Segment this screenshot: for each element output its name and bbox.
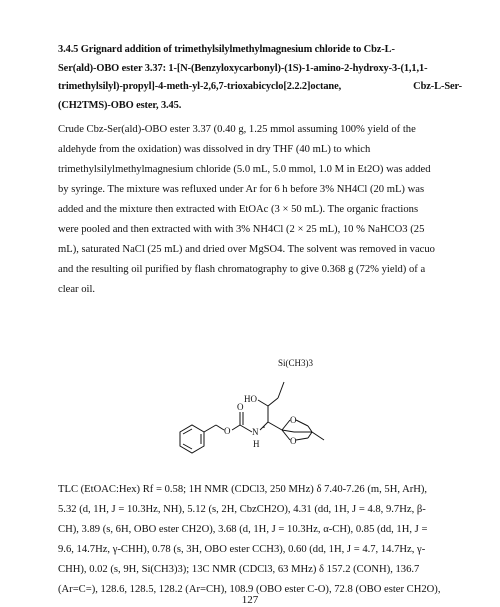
heading-text-3: trimethylsilyl)-propyl]-4-meth-yl-2,6,7-trioxabicyclo[2.2.2]octane, (58, 81, 342, 92)
heading-text-3-right: Cbz-L-Ser- (413, 81, 462, 92)
data-line-2 (58, 503, 426, 517)
label-o-carbonyl: O (237, 402, 244, 412)
page-number: 127 (241, 594, 259, 606)
body-text: by syringe. The mixture was refluxed under Ar for 6 h before 3% NH4Cl (20 mL) was (58, 184, 425, 195)
data-line-3 (58, 523, 427, 537)
body-text: were pooled and then extracted with with 3% NH4Cl (2 × 25 mL), 10 % NaHCO3 (25 (58, 224, 425, 235)
heading-text-1: 3.4.5 Grignard addition of trimethylsilylmethylmagnesium chloride to Cbz-L- (58, 44, 395, 55)
body-line-6 (58, 223, 424, 237)
body-text: Crude Cbz-Ser(ald)-OBO ester 3.37 (0.40 g, 1.25 mmol assuming 100% yield of the (58, 124, 416, 135)
body-line-9 (58, 283, 95, 297)
body-text: added and the mixture then extracted with EtOAc (3 × 50 mL). The organic fractions (58, 204, 419, 215)
label-o-ring-2: O (290, 436, 297, 446)
body-text: trimethylsilylmethylmagnesium chloride (5.0 mL, 5.0 mmol, 1.0 M in Et2O) was added (58, 164, 431, 175)
chemical-structure (160, 342, 360, 470)
body-line-1 (58, 123, 416, 137)
data-text: CH), 3.89 (s, 6H, OBO ester CH2O), 3.68 (d, 1H, J = 10.3Hz, α-CH), 0.85 (dd, 1H, J = (58, 524, 428, 535)
body-line-2 (58, 143, 370, 157)
section-heading-line-2 (58, 62, 427, 76)
body-line-8 (58, 263, 425, 277)
body-text: and the resulting oil purified by flash chromatography to give 0.368 g (72% yield) of a (58, 264, 426, 275)
label-ho: HO (244, 394, 257, 404)
body-line-3 (58, 163, 431, 177)
data-text: 5.32 (d, 1H, J = 10.3Hz, NH), 5.12 (s, 2H, CbzCH2O), 4.31 (dd, 1H, J = 4.8, 9.7Hz, β- (58, 504, 426, 515)
data-line-4 (58, 543, 425, 557)
label-o-ring-1: O (290, 415, 297, 425)
body-text: mL), saturated NaCl (25 mL) and dried over MgSO4. The solvent was removed in vacuo (58, 244, 435, 255)
data-line-1 (58, 483, 427, 497)
label-si: Si(CH3)3 (278, 358, 314, 368)
body-line-7 (58, 243, 435, 257)
body-line-4 (58, 183, 424, 197)
section-heading-line-4 (58, 99, 181, 113)
label-h: H (253, 439, 260, 449)
label-o-ester: O (224, 426, 231, 436)
data-text: 9.6, 14.7Hz, γ-CHH), 0.78 (s, 3H, OBO ester CCH3), 0.60 (dd, 1H, J = 4.7, 14.7Hz, γ- (58, 544, 426, 555)
section-heading-line-3 (58, 80, 462, 94)
body-text: clear oil. (58, 284, 96, 295)
data-text: TLC (EtOAC:Hex) Rf = 0.58; 1H NMR (CDCl3, 250 MHz) δ 7.40-7.26 (m, 5H, ArH), (58, 484, 428, 495)
heading-text-4: (CH2TMS)-OBO ester, 3.45. (58, 100, 182, 111)
data-line-5 (58, 563, 419, 577)
data-text: (Ar=C=), 128.6, 128.5, 128.2 (Ar=CH), 108.9 (OBO ester C-O), 72.8 (OBO ester CH2O), (58, 584, 441, 595)
data-text: CHH), 0.02 (s, 9H, Si(CH3)3); 13C NMR (CDCl3, 63 MHz) δ 157.2 (CONH), 136.7 (58, 564, 420, 575)
label-n: N (252, 427, 259, 437)
section-heading-line-1 (58, 43, 462, 57)
structure-drawing (160, 342, 360, 470)
heading-text-2: Ser(ald)-OBO ester 3.37: 1-[N-(Benzyloxycarbonyl)-(1S)-1-amino-2-hydroxy-3-(1,1,1- (58, 63, 428, 74)
body-text: aldehyde from the oxidation) was dissolved in dry THF (40 mL) to which (58, 144, 371, 155)
body-line-5 (58, 203, 418, 217)
